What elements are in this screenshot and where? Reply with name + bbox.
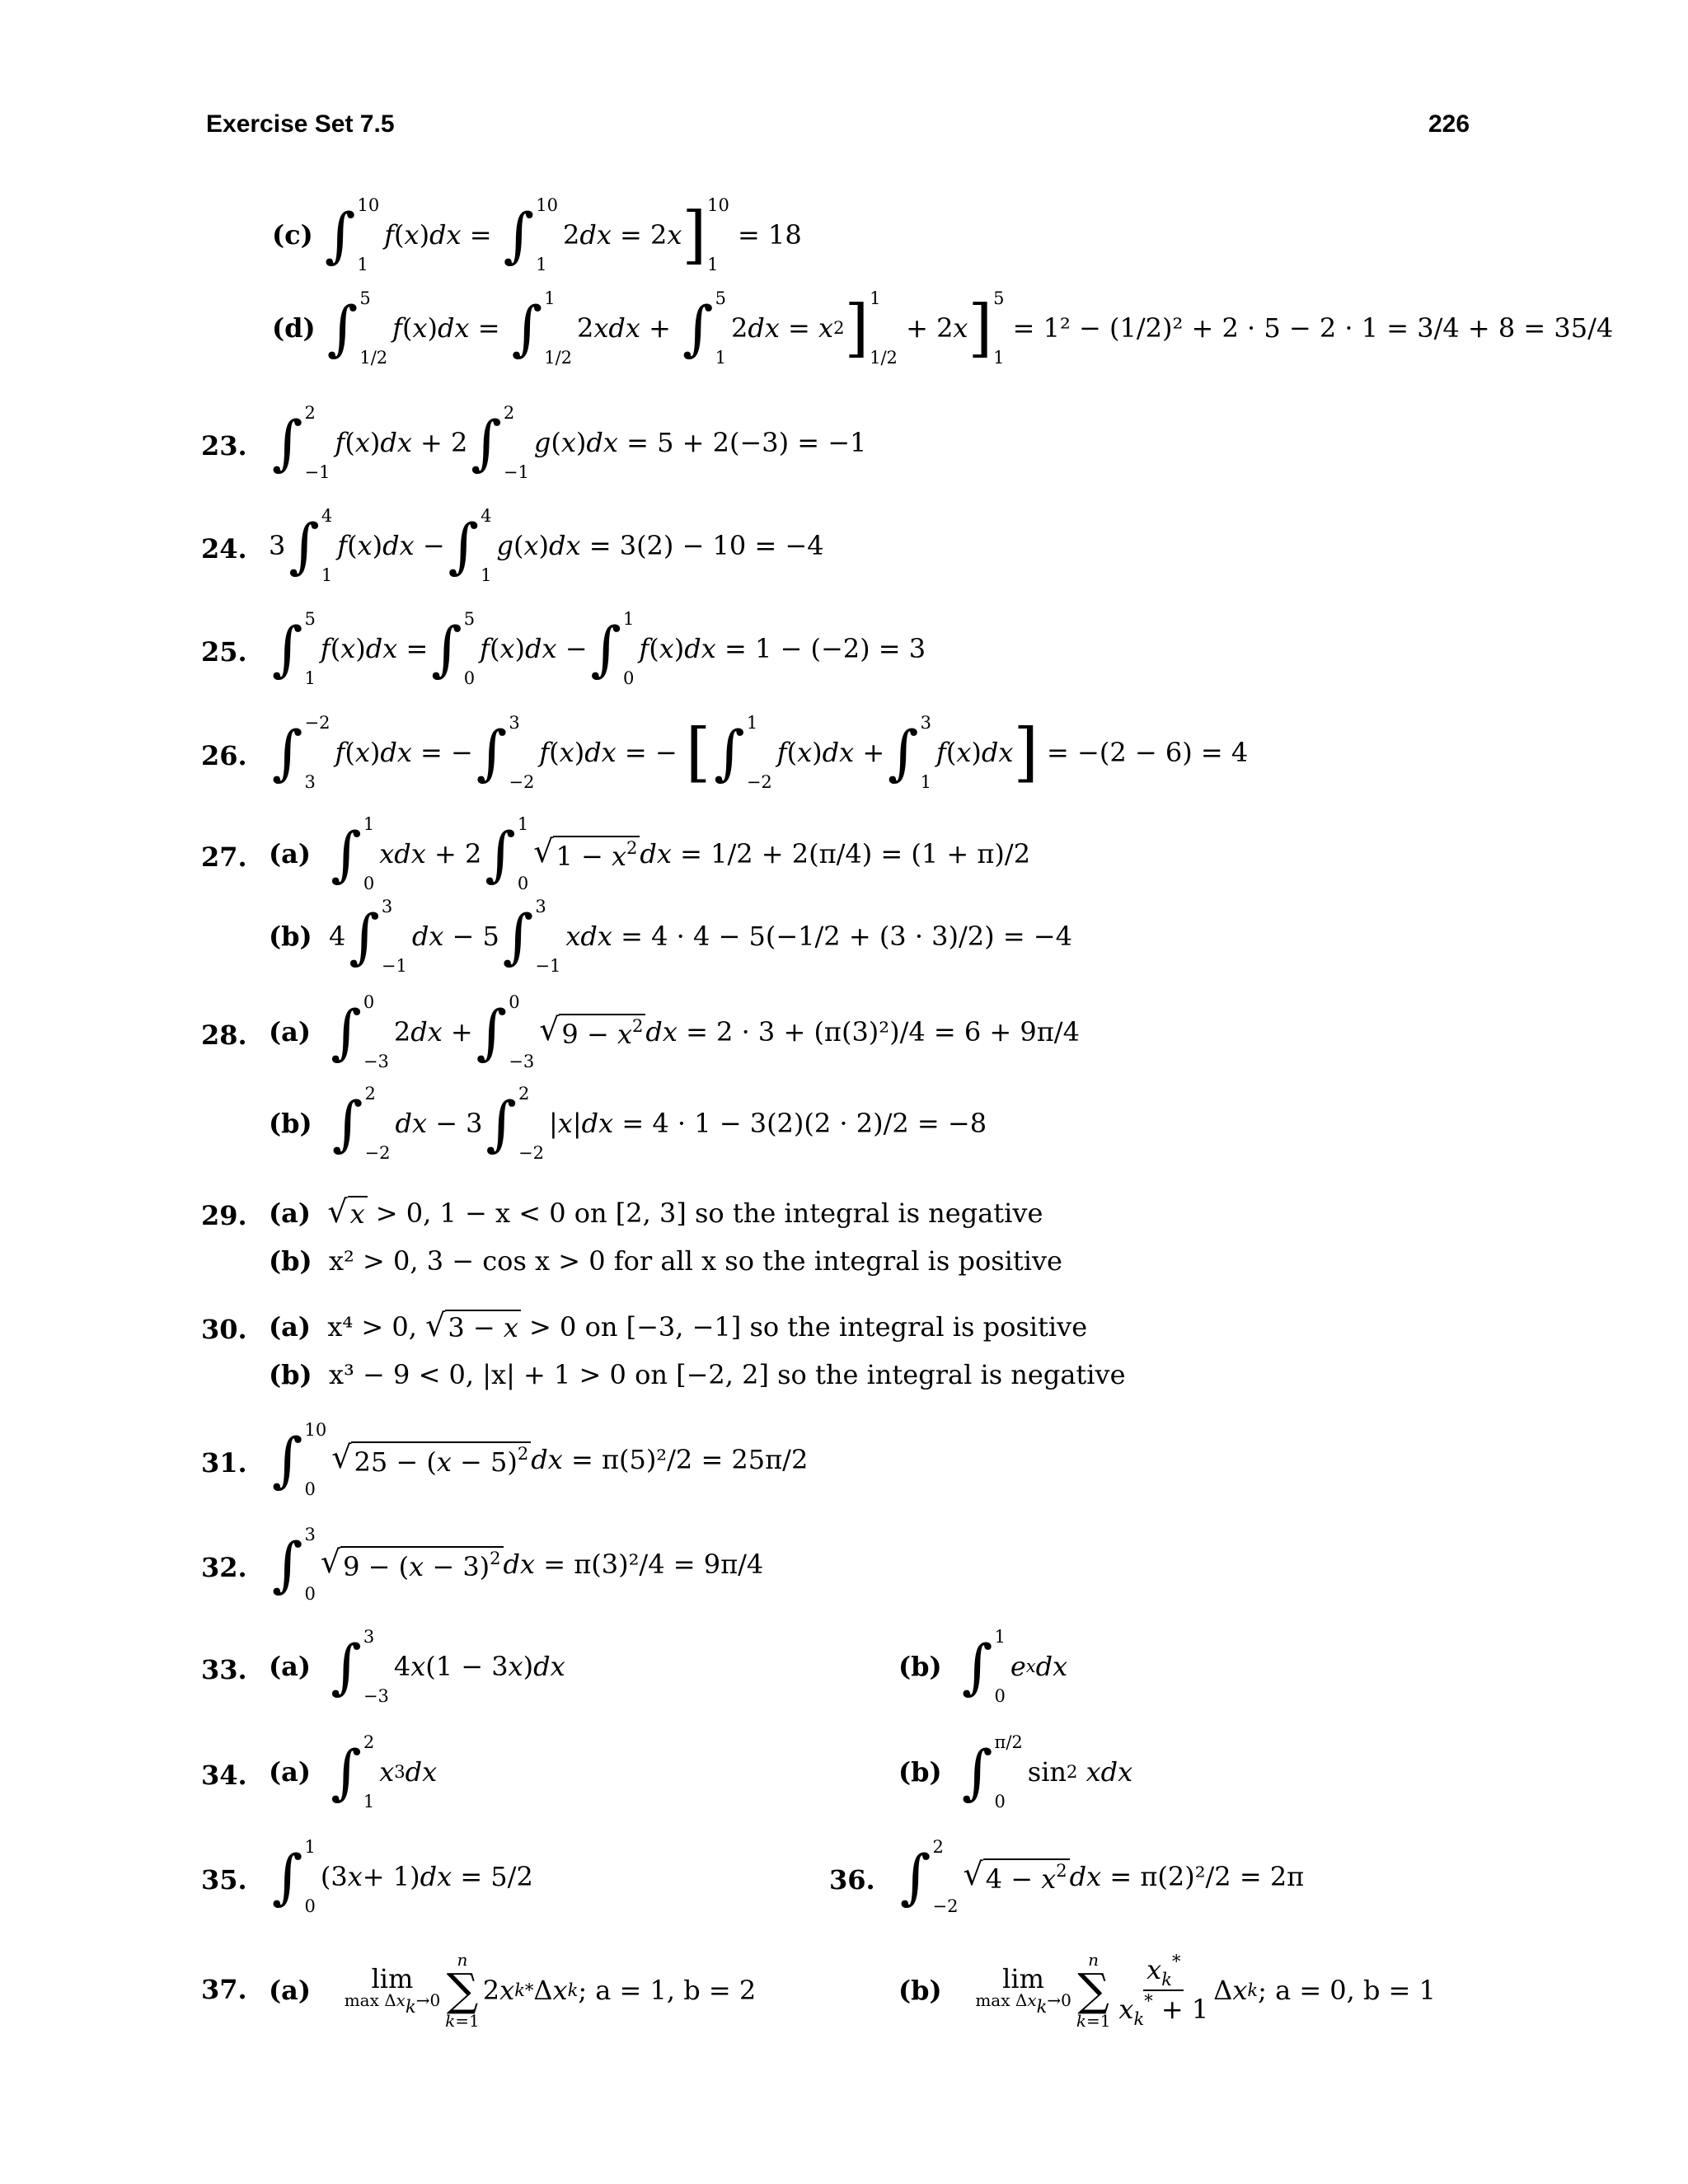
problem-number: 35. — [201, 1864, 247, 1896]
integral: ∫ 3 −1 — [502, 897, 561, 976]
problem-22d: (d) ∫ 5 1/2 f ( x ) dx = ∫ 1 1/2 2 xdx + ∫ 5 1 2 dx = x 2 ] 1 1/2 + 2 x ] 5 1 = 1² − (1/2)² + 2 · 5 − 2 · 1 = 3/4 + 8 = 35/4 — [272, 288, 1614, 368]
integral: ∫ 2 1 — [331, 1732, 375, 1811]
problem-25: ∫ 5 1 f ( x ) dx = ∫ 5 0 f ( x ) dx − ∫ 1 0 f ( x ) dx = 1 − (−2) = 3 — [272, 609, 926, 688]
part-label: (a) — [269, 1311, 312, 1343]
problem-number: 27. — [201, 841, 247, 873]
problem-28a: (a) ∫ 0 −3 2 dx + ∫ 0 −3 √ $9 - x^2$ dx = 2 · 3 + (π(3)²)/4 = 6 + 9π/4 — [269, 992, 1080, 1071]
problem-number: 36. — [829, 1864, 875, 1896]
square-root: √ x — [327, 1196, 367, 1230]
problem-22c: (c) ∫ 10 1 f ( x ) dx = ∫ 10 1 2 dx = 2 x ] 10 1 = 18 — [272, 195, 802, 274]
part-label: (a) — [269, 1975, 312, 2006]
integral: ∫ 5 1 — [272, 609, 316, 688]
header-title: Exercise Set 7.5 — [206, 110, 395, 138]
part-label: (a) — [269, 1756, 312, 1788]
integral: ∫ 2 −1 — [272, 403, 331, 482]
statement-prefix: x⁴ > 0, — [327, 1311, 417, 1343]
integral: ∫ 2 −2 — [900, 1837, 959, 1916]
integral: ∫ 1 1/2 — [511, 288, 572, 368]
result: = 1 − (−2) = 3 — [724, 633, 926, 664]
result: = 18 — [738, 219, 802, 251]
problem-number: 28. — [201, 1019, 247, 1051]
integral: ∫ 3 −1 — [349, 897, 407, 976]
part-label: (b) — [269, 1245, 312, 1277]
problem-number: 33. — [201, 1654, 247, 1685]
result: = π(3)²/4 = 9π/4 — [543, 1549, 764, 1580]
square-root: √ $9 - (x - 3)^2$ — [321, 1546, 504, 1583]
bounds: ; a = 0, b = 1 — [1258, 1975, 1436, 2006]
integral: ∫ 1 −2 — [714, 713, 772, 792]
statement: > 0 on [−3, −1] so the integral is positive — [529, 1311, 1088, 1343]
statement: x² > 0, 3 − cos x > 0 for all x so the integral is positive — [329, 1245, 1062, 1277]
part-label: (b) — [898, 1756, 942, 1788]
result: = 5/2 — [460, 1861, 533, 1892]
integral: ∫ 5 1/2 — [326, 288, 388, 368]
left-bracket: [ — [685, 715, 711, 790]
statement: > 0, 1 − x < 0 on [2, 3] so the integral is negative — [375, 1197, 1043, 1229]
integral: ∫ 2 −2 — [485, 1084, 545, 1163]
part-label: (c) — [272, 219, 313, 251]
integral: ∫ 4 1 — [288, 506, 333, 585]
integral: ∫ 1 0 — [485, 814, 529, 893]
problem-33b: (b) ∫ 1 0 e x dx — [898, 1627, 1068, 1706]
page-number: 226 — [1428, 110, 1470, 138]
square-root: √ $9 - x^2$ — [539, 1014, 645, 1051]
integral: ∫ 0 −3 — [476, 992, 535, 1071]
problem-number: 31. — [201, 1447, 247, 1479]
part-label: (d) — [272, 312, 316, 344]
part-label: (b) — [269, 1108, 312, 1139]
integral: ∫ 3 0 — [272, 1525, 316, 1604]
result: = −(2 − 6) = 4 — [1047, 737, 1249, 768]
problem-23: ∫ 2 −1 f ( x ) dx + 2 ∫ 2 −1 g ( x ) dx = 5 + 2(−3) = −1 — [272, 403, 867, 482]
square-root: √ $25 - (x - 5)^2$ — [331, 1441, 531, 1479]
result: = 4 · 4 − 5(−1/2 + (3 · 3)/2) = −4 — [621, 921, 1072, 952]
bounds: ; a = 1, b = 2 — [578, 1975, 757, 2006]
problem-26: ∫ −2 3 f ( x ) dx = − ∫ 3 −2 f ( x ) dx = − [ ∫ 1 −2 f ( x ) dx + ∫ 3 1 f ( x ) dx ] = −(2 − 6) = 4 — [272, 713, 1249, 792]
problem-32: ∫ 3 0 √ $9 - (x - 3)^2$ dx = π(3)²/4 = 9π/4 — [272, 1525, 764, 1604]
integral: ∫ 1 0 — [331, 814, 375, 893]
problem-number: 26. — [201, 740, 247, 771]
part-label: (b) — [269, 921, 312, 952]
integral: ∫ π/2 0 — [962, 1732, 1023, 1811]
summation: n ∑ k=1 — [445, 1950, 480, 2031]
part-label: (a) — [269, 1651, 312, 1682]
problem-36: ∫ 2 −2 √ $4 - x^2$ dx = π(2)²/2 = 2π — [900, 1837, 1305, 1916]
problem-number: 25. — [201, 636, 247, 668]
result: = π(2)²/2 = 2π — [1109, 1861, 1305, 1892]
result: = 5 + 2(−3) = −1 — [626, 427, 867, 458]
square-root: √ $4 - x^2$ — [963, 1858, 1069, 1896]
right-bracket: ] — [1013, 715, 1039, 790]
result: = π(5)²/2 = 25π/2 — [570, 1444, 809, 1475]
problem-37a: (a) lim max Δxk→0 n ∑ k=1 2 x k * Δ x k ; a = 1, b = 2 — [269, 1950, 757, 2031]
problem-28b: (b) ∫ 2 −2 dx − 3 ∫ 2 −2 | x | dx = 4 · 1 − 3(2)(2 · 2)/2 = −8 — [269, 1084, 987, 1163]
part-label: (a) — [269, 838, 312, 869]
problem-27b: (b) 4 ∫ 3 −1 dx − 5 ∫ 3 −1 xdx = 4 · 4 − 5(−1/2 + (3 · 3)/2) = −4 — [269, 897, 1072, 976]
part-label: (b) — [898, 1651, 942, 1682]
evaluation-bracket: ] 5 1 — [968, 288, 1005, 368]
integral: ∫ 3 −2 — [476, 713, 535, 792]
fraction: $\frac{x_k^*}{x_k^* + 1}$ — [1118, 1951, 1209, 2029]
evaluation-bracket: ] 10 1 — [682, 195, 729, 274]
problem-31: ∫ 10 0 √ $25 - (x - 5)^2$ dx = π(5)²/2 = 25π/2 — [272, 1420, 809, 1499]
part-label: (a) — [269, 1197, 312, 1229]
integral: ∫ 2 −2 — [332, 1084, 391, 1163]
integral: ∫ 10 0 — [272, 1420, 327, 1499]
problem-34b: (b) ∫ π/2 0 sin 2 xdx — [898, 1732, 1133, 1811]
problem-number: 32. — [201, 1552, 247, 1583]
problem-number: 30. — [201, 1314, 247, 1345]
integral: ∫ 3 −3 — [331, 1627, 389, 1706]
problem-24: 3 ∫ 4 1 f ( x ) dx − ∫ 4 1 g ( x ) dx = 3(2) − 10 = −4 — [269, 506, 824, 585]
square-root: √ $1 - x^2$ — [533, 836, 640, 873]
problem-number: 23. — [201, 430, 247, 462]
integral: ∫ 1 0 — [962, 1627, 1006, 1706]
problem-29b — [269, 1231, 1062, 1291]
problem-30b — [269, 1345, 1126, 1404]
problem-number: 34. — [201, 1760, 247, 1791]
integral: ∫ 2 −1 — [471, 403, 529, 482]
problem-number: 29. — [201, 1200, 247, 1231]
problem-number: 24. — [201, 533, 247, 565]
result: = 2 · 3 + (π(3)²)/4 = 6 + 9π/4 — [686, 1016, 1080, 1047]
part-label: (b) — [898, 1975, 942, 2006]
integral: ∫ 3 1 — [888, 713, 932, 792]
square-root: √ 3 − x — [425, 1310, 521, 1344]
integral: ∫ 4 1 — [448, 506, 492, 585]
problem-number: 37. — [201, 1974, 247, 2005]
integral: ∫ −2 3 — [272, 713, 331, 792]
problem-35: ∫ 1 0 (3 x + 1) dx = 5/2 — [272, 1837, 533, 1916]
problem-34a: (a) ∫ 2 1 x 3 dx — [269, 1732, 438, 1811]
evaluation-bracket: ] 1 1/2 — [844, 288, 898, 368]
summation: n ∑ k=1 — [1076, 1950, 1111, 2031]
problem-33a: (a) ∫ 3 −3 4 x (1 − 3 x ) dx — [269, 1627, 565, 1706]
integral: ∫ 5 1 — [682, 288, 726, 368]
result: = 1² − (1/2)² + 2 · 5 − 2 · 1 = 3/4 + 8 = 35/4 — [1012, 312, 1614, 344]
integral: ∫ 10 1 — [324, 195, 380, 274]
problem-37b: (b) lim max Δxk→0 n ∑ k=1 $\frac{x_k^*}{x_k^* + 1}$ Δ x k ; a = 0, b = 1 — [898, 1950, 1436, 2031]
integral: ∫ 5 0 — [431, 609, 476, 688]
statement: x³ − 9 < 0, |x| + 1 > 0 on [−2, 2] so the integral is negative — [329, 1359, 1126, 1390]
integral: ∫ 1 0 — [272, 1837, 316, 1916]
part-label: (a) — [269, 1016, 312, 1047]
integral: ∫ 1 0 — [590, 609, 635, 688]
integral: ∫ 10 1 — [503, 195, 558, 274]
problem-27a: (a) ∫ 1 0 xdx + 2 ∫ 1 0 √ $1 - x^2$ dx = 1/2 + 2(π/4) = (1 + π)/2 — [269, 814, 1031, 893]
result: = 1/2 + 2(π/4) = (1 + π)/2 — [680, 838, 1031, 869]
limit: lim max Δxk→0 — [975, 1962, 1071, 2017]
integral: ∫ 0 −3 — [331, 992, 389, 1071]
result: = 4 · 1 − 3(2)(2 · 2)/2 = −8 — [621, 1108, 987, 1139]
limit: lim max Δxk→0 — [344, 1962, 441, 2017]
result: = 3(2) − 10 = −4 — [588, 530, 824, 561]
part-label: (b) — [269, 1359, 312, 1390]
